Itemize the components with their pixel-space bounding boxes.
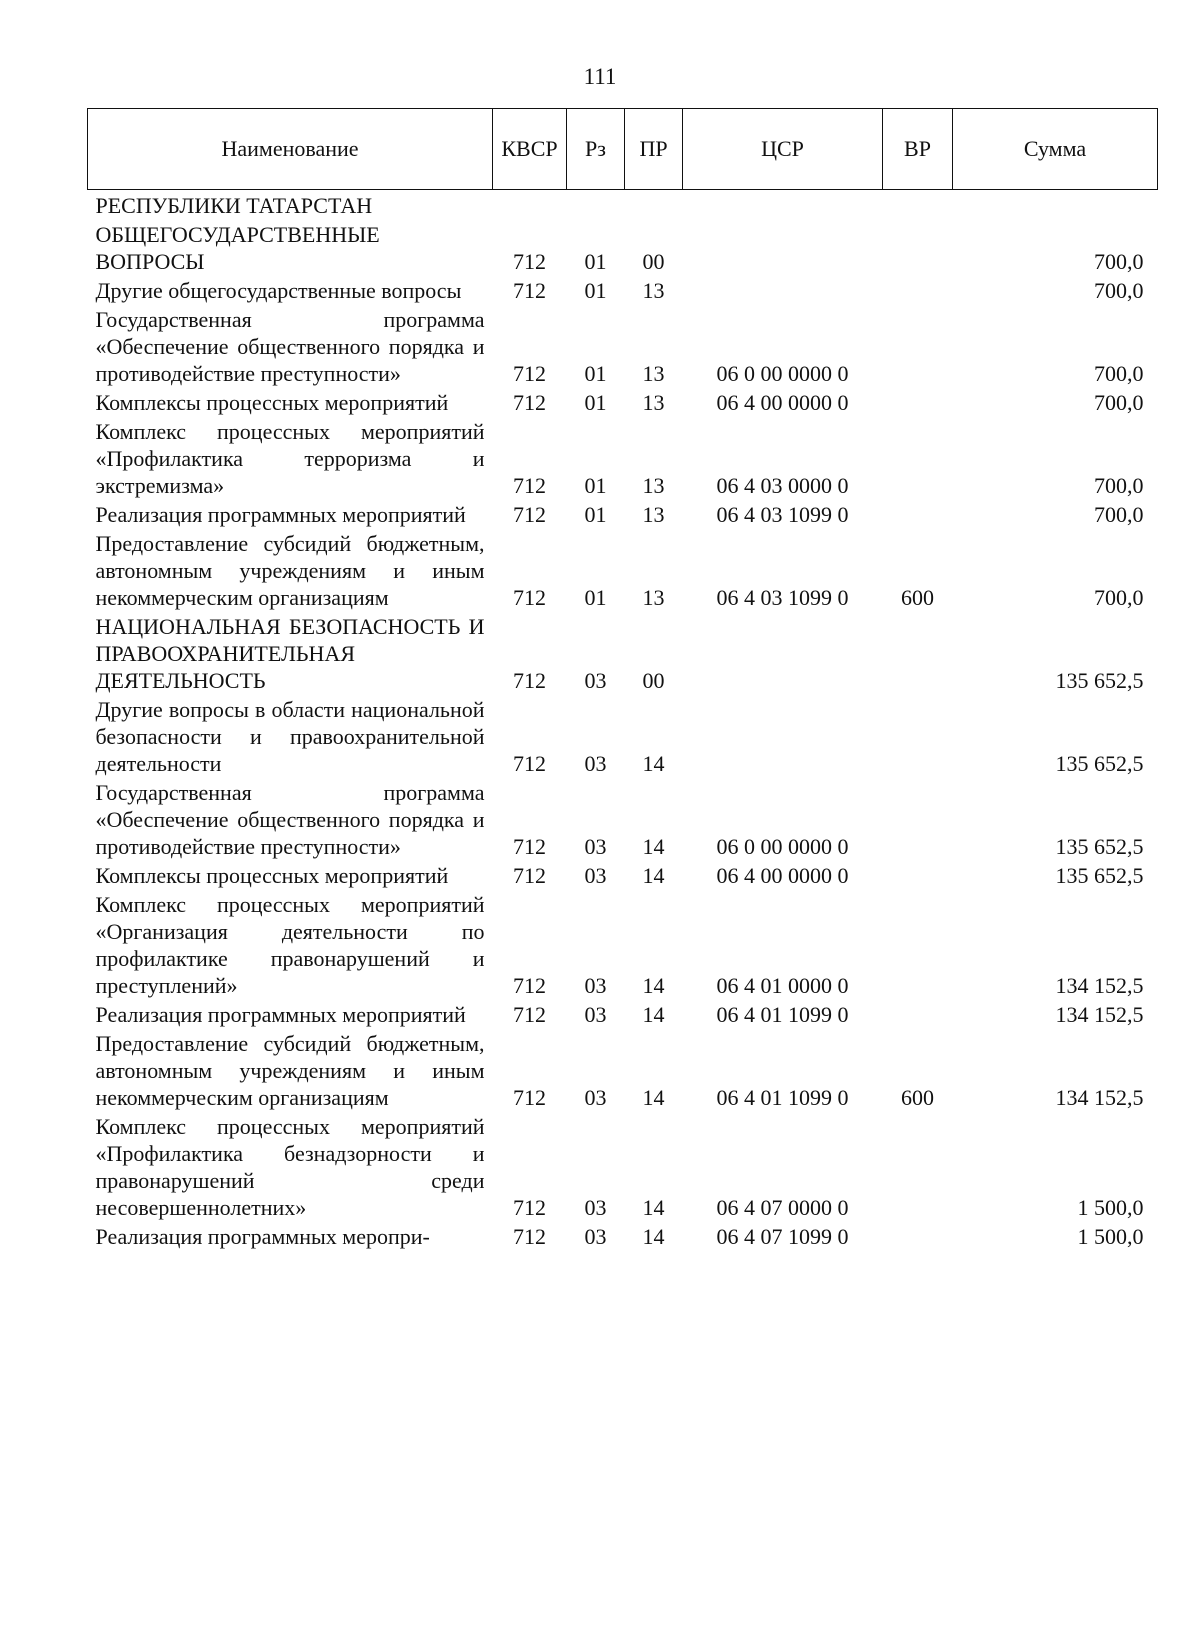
table-row <box>88 1001 1158 1030</box>
row-pr: 14 <box>642 751 665 776</box>
row-rz: 03 <box>584 834 607 859</box>
row-rz: 03 <box>584 863 607 888</box>
row-vr <box>883 389 953 418</box>
row-pr: 13 <box>642 502 665 527</box>
row-csr <box>683 221 883 277</box>
table-row <box>88 862 1158 891</box>
row-rz: 03 <box>584 1195 607 1220</box>
row-rz: 03 <box>584 973 607 998</box>
row-csr <box>683 696 883 779</box>
row-rz: 01 <box>584 473 607 498</box>
row-name: Реализация программных меропри- <box>95 1224 430 1249</box>
row-pr <box>625 190 683 222</box>
row-vr <box>883 891 953 1001</box>
row-pr: 14 <box>642 863 665 888</box>
row-rz: 01 <box>584 390 607 415</box>
row-sum: 134 152,5 <box>1055 1085 1144 1110</box>
header-vr: ВР <box>883 109 953 190</box>
row-rz: 01 <box>584 585 607 610</box>
row-name: Комплексы процессных мероприятий <box>95 390 449 415</box>
row-kvsr: 712 <box>513 863 546 888</box>
row-csr: 06 0 00 0000 0 <box>716 361 849 386</box>
row-pr: 14 <box>642 973 665 998</box>
row-rz: 01 <box>584 502 607 527</box>
row-name: Другие общегосударственные вопросы <box>95 278 462 303</box>
row-sum: 135 652,5 <box>1055 668 1144 693</box>
header-rz: Рз <box>567 109 625 190</box>
row-name: Другие вопросы в области национальной безопасности и правоохранительной деятельности <box>95 697 485 776</box>
table-row <box>88 891 1158 1001</box>
row-csr: 06 4 03 0000 0 <box>716 473 849 498</box>
table-row <box>88 1030 1158 1113</box>
row-vr <box>883 306 953 389</box>
row-vr <box>883 501 953 530</box>
row-sum: 135 652,5 <box>1055 834 1144 859</box>
row-rz: 01 <box>584 278 607 303</box>
page-number: 111 <box>583 64 617 89</box>
row-name: Комплекс процессных мероприятий «Профилактика безнадзорности и правонарушений среди несовершеннолетних» <box>95 1114 485 1220</box>
row-pr: 00 <box>642 249 665 274</box>
row-sum: 700,0 <box>1094 502 1144 527</box>
row-kvsr: 712 <box>513 473 546 498</box>
row-pr: 14 <box>642 1085 665 1110</box>
row-csr <box>683 190 883 222</box>
header-csr: ЦСР <box>683 109 883 190</box>
row-kvsr: 712 <box>513 1224 546 1249</box>
row-rz: 03 <box>584 1085 607 1110</box>
row-csr: 06 4 03 1099 0 <box>716 502 849 527</box>
table-row <box>88 221 1158 277</box>
row-pr: 14 <box>642 834 665 859</box>
row-vr <box>883 418 953 501</box>
row-kvsr: 712 <box>513 585 546 610</box>
row-vr <box>883 277 953 306</box>
header-sum: Сумма <box>953 109 1158 190</box>
row-kvsr: 712 <box>513 1002 546 1027</box>
row-pr: 13 <box>642 473 665 498</box>
row-vr <box>883 1001 953 1030</box>
row-name: РЕСПУБЛИКИ ТАТАРСТАН <box>95 193 373 218</box>
row-kvsr: 712 <box>513 1195 546 1220</box>
header-kvsr: КВСР <box>493 109 567 190</box>
row-sum: 700,0 <box>1094 249 1144 274</box>
row-vr <box>883 613 953 696</box>
row-name: Государственная программа «Обеспечение общественного порядка и противодействие преступности» <box>95 307 485 386</box>
row-rz: 01 <box>584 361 607 386</box>
budget-table <box>87 108 1158 1252</box>
table-row <box>88 190 1158 222</box>
table-row <box>88 277 1158 306</box>
table-row <box>88 1113 1158 1223</box>
row-pr: 14 <box>642 1002 665 1027</box>
row-rz: 03 <box>584 1002 607 1027</box>
row-kvsr: 712 <box>513 390 546 415</box>
row-kvsr: 712 <box>513 249 546 274</box>
row-csr: 06 4 03 1099 0 <box>716 585 849 610</box>
row-csr <box>683 277 883 306</box>
row-vr <box>883 190 953 222</box>
row-sum: 700,0 <box>1094 390 1144 415</box>
row-csr <box>683 613 883 696</box>
row-name: Государственная программа «Обеспечение общественного порядка и противодействие преступности» <box>95 780 485 859</box>
table-row <box>88 389 1158 418</box>
row-name: НАЦИОНАЛЬНАЯ БЕЗОПАСНОСТЬ И ПРАВООХРАНИТЕЛЬНАЯ ДЕЯТЕЛЬНОСТЬ <box>95 614 485 693</box>
row-sum: 1 500,0 <box>1077 1195 1144 1220</box>
table-row <box>88 696 1158 779</box>
row-rz: 03 <box>584 668 607 693</box>
table-row <box>88 418 1158 501</box>
row-name: Реализация программных мероприятий <box>95 1002 466 1027</box>
row-name: Комплексы процессных мероприятий <box>95 863 449 888</box>
row-sum: 700,0 <box>1094 473 1144 498</box>
row-sum: 700,0 <box>1094 585 1144 610</box>
row-kvsr <box>493 190 567 222</box>
row-kvsr: 712 <box>513 1085 546 1110</box>
row-csr: 06 0 00 0000 0 <box>716 834 849 859</box>
row-name: ОБЩЕГОСУДАРСТВЕННЫЕ ВОПРОСЫ <box>95 222 380 274</box>
row-rz: 03 <box>584 1224 607 1249</box>
table-row <box>88 530 1158 613</box>
table-row <box>88 779 1158 862</box>
row-kvsr: 712 <box>513 751 546 776</box>
row-kvsr: 712 <box>513 668 546 693</box>
row-rz <box>567 190 625 222</box>
row-kvsr: 712 <box>513 502 546 527</box>
row-kvsr: 712 <box>513 361 546 386</box>
row-sum: 700,0 <box>1094 361 1144 386</box>
row-vr <box>883 1113 953 1223</box>
row-csr: 06 4 01 0000 0 <box>716 973 849 998</box>
table-header <box>88 109 1158 190</box>
header-pr: ПР <box>625 109 683 190</box>
row-csr: 06 4 01 1099 0 <box>716 1002 849 1027</box>
row-pr: 14 <box>642 1195 665 1220</box>
row-pr: 13 <box>642 361 665 386</box>
row-name: Реализация программных мероприятий <box>95 502 466 527</box>
row-pr: 13 <box>642 585 665 610</box>
row-sum: 134 152,5 <box>1055 973 1144 998</box>
table-body <box>88 190 1158 1253</box>
row-name: Предоставление субсидий бюджетным, автономным учреждениям и иным некоммерческим организациям <box>95 531 485 610</box>
row-vr <box>883 1223 953 1252</box>
header-name: Наименование <box>88 109 493 190</box>
row-name: Комплекс процессных мероприятий «Профилактика терроризма и экстремизма» <box>95 419 485 498</box>
row-csr: 06 4 07 0000 0 <box>716 1195 849 1220</box>
row-sum <box>953 190 1158 222</box>
row-kvsr: 712 <box>513 278 546 303</box>
row-sum: 135 652,5 <box>1055 863 1144 888</box>
table-row <box>88 306 1158 389</box>
row-rz: 01 <box>584 249 607 274</box>
table-row <box>88 613 1158 696</box>
row-pr: 14 <box>642 1224 665 1249</box>
row-vr <box>883 779 953 862</box>
row-csr: 06 4 07 1099 0 <box>716 1224 849 1249</box>
row-pr: 13 <box>642 390 665 415</box>
row-sum: 1 500,0 <box>1077 1224 1144 1249</box>
row-vr <box>883 221 953 277</box>
row-rz: 03 <box>584 751 607 776</box>
row-vr: 600 <box>901 585 934 610</box>
row-sum: 135 652,5 <box>1055 751 1144 776</box>
row-sum: 134 152,5 <box>1055 1002 1144 1027</box>
row-vr <box>883 862 953 891</box>
row-vr <box>883 696 953 779</box>
row-kvsr: 712 <box>513 973 546 998</box>
table-row <box>88 1223 1158 1252</box>
row-csr: 06 4 00 0000 0 <box>716 863 849 888</box>
row-name: Комплекс процессных мероприятий «Организация деятельности по профилактике правонарушений и преступлений» <box>95 892 485 998</box>
row-kvsr: 712 <box>513 834 546 859</box>
row-pr: 13 <box>642 278 665 303</box>
row-pr: 00 <box>642 668 665 693</box>
row-vr: 600 <box>901 1085 934 1110</box>
table-row <box>88 501 1158 530</box>
row-sum: 700,0 <box>1094 278 1144 303</box>
row-csr: 06 4 00 0000 0 <box>716 390 849 415</box>
row-csr: 06 4 01 1099 0 <box>716 1085 849 1110</box>
row-name: Предоставление субсидий бюджетным, автономным учреждениям и иным некоммерческим организациям <box>95 1031 485 1110</box>
